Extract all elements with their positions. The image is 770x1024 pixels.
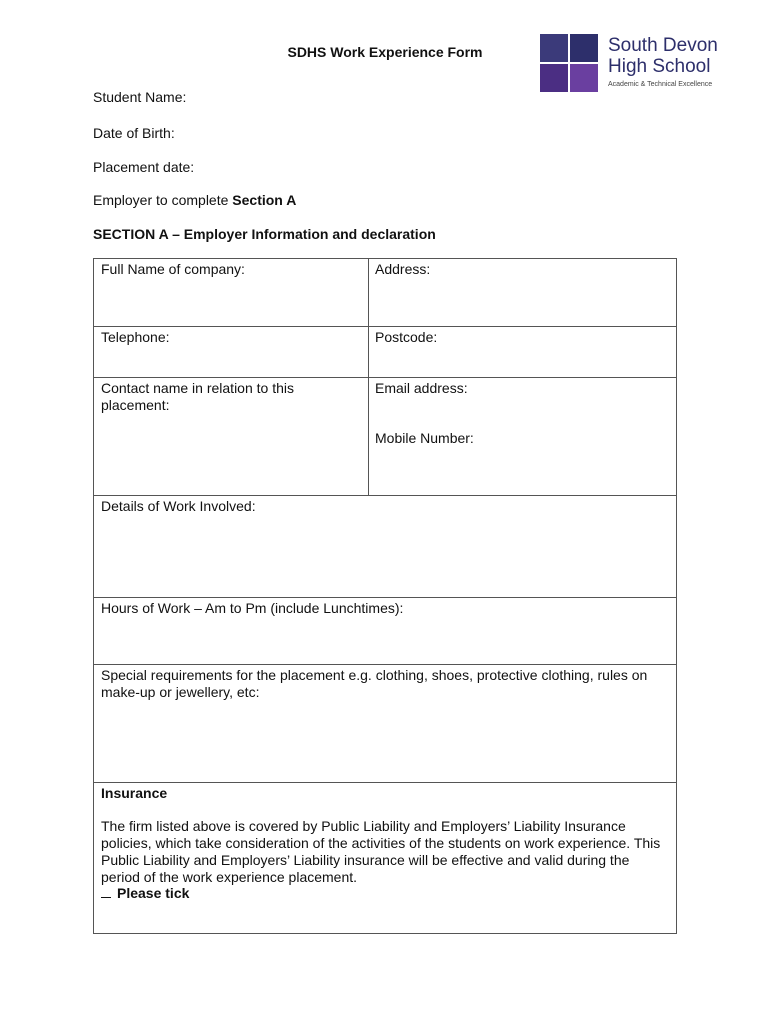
employer-information-table: [93, 258, 677, 934]
postcode-field[interactable]: Postcode:: [375, 329, 438, 345]
row-divider: [94, 495, 676, 496]
email-address-field[interactable]: Email address:: [375, 380, 468, 396]
logo-text-line2: High School: [608, 56, 711, 77]
section-a-heading: SECTION A – Employer Information and declaration: [93, 226, 436, 242]
please-tick-label: Please tick: [117, 885, 190, 901]
address-field[interactable]: Address:: [375, 261, 431, 277]
logo-square-4: [570, 64, 598, 92]
special-requirements-field[interactable]: Special requirements for the placement e.g. clothing, shoes, protective clothing, rules on make-up or jewellery, etc:: [101, 667, 648, 700]
row-divider: [94, 782, 676, 783]
school-logo: [540, 34, 740, 98]
form-title: SDHS Work Experience Form: [287, 44, 483, 60]
logo-square-3: [540, 64, 568, 92]
employer-instruction-text: Employer to complete: [93, 192, 233, 208]
work-details-field[interactable]: Details of Work Involved:: [101, 498, 256, 514]
row-divider: [94, 326, 676, 327]
contact-name-field[interactable]: Contact name in relation to this placement:: [101, 380, 294, 413]
row-divider: [94, 377, 676, 378]
hours-of-work-field[interactable]: Hours of Work – Am to Pm (include Lunchtimes):: [101, 600, 404, 616]
logo-text-line1: South Devon: [608, 35, 718, 56]
employer-instruction: [93, 192, 296, 208]
company-name-field[interactable]: Full Name of company:: [101, 261, 245, 277]
insurance-heading: Insurance: [101, 785, 168, 801]
row-divider: [94, 597, 676, 598]
date-of-birth-label: Date of Birth:: [93, 125, 175, 141]
mobile-number-field[interactable]: Mobile Number:: [375, 430, 474, 446]
please-tick-row: [101, 885, 189, 902]
placement-date-label: Placement date:: [93, 159, 195, 175]
logo-square-2: [570, 34, 598, 62]
insurance-declaration: The firm listed above is covered by Public Liability and Employers’ Liability Insurance policies, which take consideration of the activities of the students on work experience. This Public Liability and Employers’ Liability insurance will be effective and valid during the period of the work experience placement.: [101, 818, 661, 885]
employer-instruction-section: Section A: [232, 192, 297, 208]
logo-tagline: Academic & Technical Excellence: [608, 81, 713, 88]
telephone-field[interactable]: Telephone:: [101, 329, 170, 345]
row-divider: [94, 664, 676, 665]
tick-checkbox[interactable]: [101, 887, 111, 898]
logo-square-1: [540, 34, 568, 62]
student-name-label: Student Name:: [93, 89, 187, 105]
column-divider: [368, 259, 369, 495]
